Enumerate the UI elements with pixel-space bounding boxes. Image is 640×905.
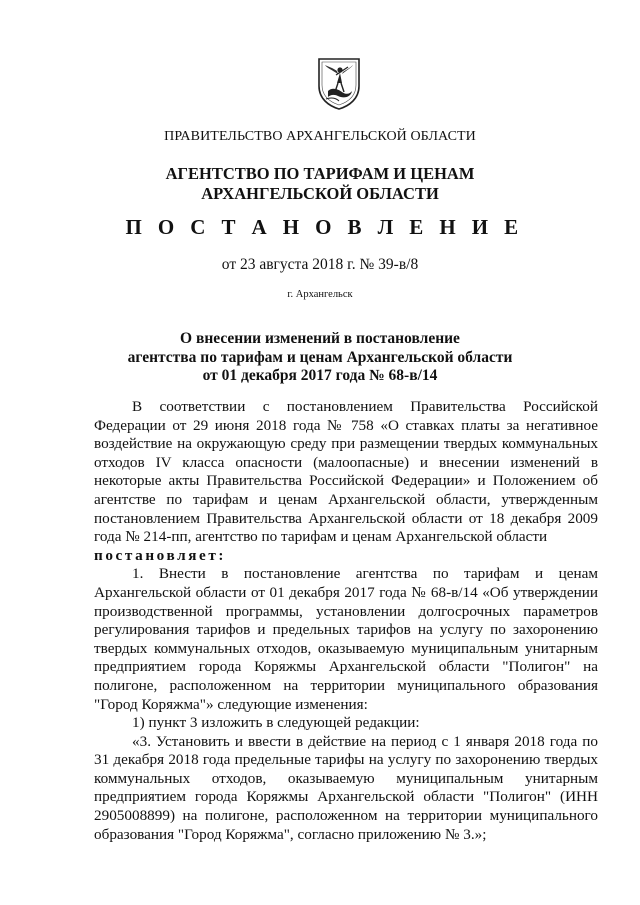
item-1-1-text-paragraph: «3. Установить и ввести в действие на период с 1 января 2018 года по 31 декабря 2018 года предельные тарифы на услугу по захоронению твердых коммунальных отходов, оказываемую муниципальным унитарным предприятием города Коряжмы Архангельской области "Полигон" (ИНН 2905008899) на полигоне, расположенном на территории муниципального образования "Город Коряжма", согласно приложению № 3.»;	[94, 732, 598, 843]
preamble-paragraph: В соответствии с постановлением Правительства Российской Федерации от 29 июня 2018 года № 758 «О ставках платы за негативное воздействие на окружающую среду при размещении твердых коммунальных отходов IV класса опасности (малоопасные) и внесении изменений в некоторые акты Правительства Российской Федерации» и Положением об агентстве по тарифам и ценам Архангельской области, утвержденным постановлением Правительства Архангельской области от 18 декабря 2009 года № 214-пп, агентство по тарифам и ценам Архангельской области	[94, 398, 598, 546]
agency-name-line-2: АРХАНГЕЛЬСКОЙ ОБЛАСТИ	[201, 184, 439, 203]
document-type-title: П О С Т А Н О В Л Е Н И Е	[125, 215, 524, 239]
subject-line-2: агентства по тарифам и ценам Архангельской области	[127, 348, 513, 366]
item-1-paragraph: 1. Внести в постановление агентства по тарифам и ценам Архангельской области от 01 декабря 2017 года № 68-в/14 «Об утверждении производственной программы, установлении долгосрочных параметров регулирования тарифов и предельных тарифов на услугу по захоронению твердых коммунальных отходов, оказываемую муниципальным унитарным предприятием города Коряжмы Архангельской области "Полигон" на полигоне, расположенном на территории муниципального образования "Город Коряжма"» следующие изменения:	[94, 565, 598, 713]
agency-name	[0, 164, 640, 204]
government-name: ПРАВИТЕЛЬСТВО АРХАНГЕЛЬСКОЙ ОБЛАСТИ	[164, 129, 476, 144]
item-1-1-paragraph: 1) пункт 3 изложить в следующей редакции:	[132, 714, 420, 732]
subject-line-3: от 01 декабря 2017 года № 68-в/14	[202, 367, 438, 384]
subject-line-1: О внесении изменений в постановление	[180, 330, 460, 347]
document-date-number: от 23 августа 2018 г. № 39-в/8	[221, 256, 419, 273]
resolves-paragraph	[94, 547, 598, 566]
document-body	[94, 398, 598, 844]
document-city: г. Архангельск	[287, 289, 353, 300]
coat-of-arms-archangel-icon	[316, 56, 362, 110]
resolves-keyword: постановляет:	[94, 546, 227, 564]
document-subject	[0, 330, 640, 386]
agency-name-line-1: АГЕНТСТВО ПО ТАРИФАМ И ЦЕНАМ	[165, 164, 475, 183]
